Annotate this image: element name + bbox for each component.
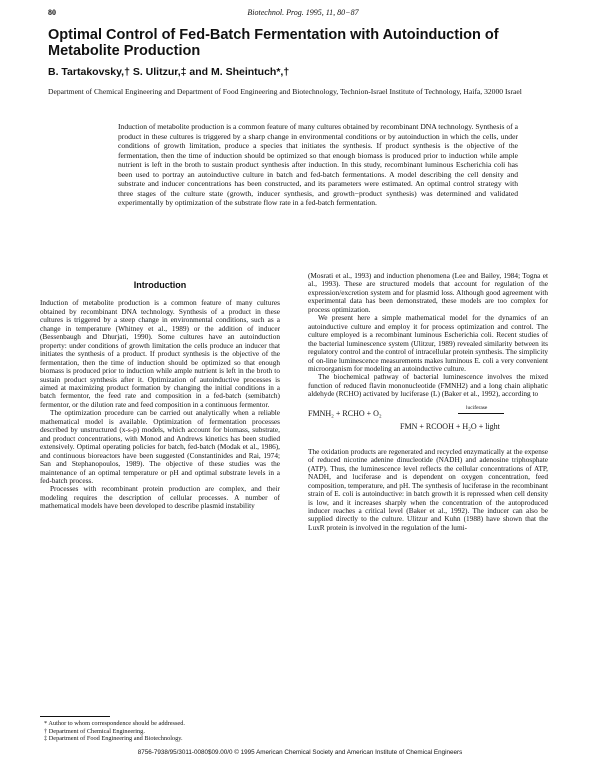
footnote: * Author to whom correspondence should be addressed. [44,720,185,727]
equation-products: FMN + RCOOH + H₂O + light [400,421,500,431]
body-paragraph: (Mosrati et al., 1993) and induction phenomena (Lee and Bailey, 1984; Togna et al., 1993). These are structured models that account for regulation of the expression/excretion system and for plasmid loss. Although good agreement with experimental data has been demonstrated, these models are too complex for process optimization. [308,271,548,314]
left-column [40,275,280,511]
copyright-line: 8756-7938/95/3011-0080$09.00/0 © 1995 American Chemical Society and American Institute of Chemical Engineers [137,749,463,756]
running-head [48,8,558,20]
body-paragraph: The optimization procedure can be carried out analytically when a reliable mathematical model is available. Optimization of fermentation processes described by unstructured (x-s-p) models, which account for biomass, substrate, and product concentrations, with Monod and Andrews kinetics has been studied extensively. Optimal operating policies for batch, fed-batch (Modak et al., 1986), and continuous bioreactors have been suggested (Constantinides and Rai, 1974; San and Stephanopoulos, 1989). The objective of these studies was the maintenance of an optimal temperature or pH and optimal substrate levels in a fed-batch process. [40,408,280,485]
article-title: Optimal Control of Fed-Batch Fermentation with Autoinduction of Metabolite Production [48,27,499,59]
equation-reactants: FMNH₂ + RCHO + O₂ [308,408,382,418]
journal-reference: Biotechnol. Prog. 1995, 11, 80−87 [247,8,359,17]
footnote: † Department of Chemical Engineering. [44,727,145,735]
luminescence-equation [308,404,548,440]
right-column [308,272,548,532]
body-paragraph: Induction of metabolite production is a common feature of many cultures obtained by recombinant DNA technology. Synthesis of a product in these cultures is triggered by a steep change in environmental conditions, such as a change in temperature (Whitney et al., 1989) or the addition of inducer (Bessenbaugh and Dhurjati, 1990). Some cultures have an autoinduction property: under conditions of growth limitation the cells produce an inducer that initiates the synthesis of a product. If product synthesis is the objective of the fermentation, then the time of induction should be optimized so that enough biomass is produced prior to induction while ample nutrient is left in the broth to sustain product synthesis after it. Optimization of autoinductive processes is aimed at maximizing product formation by changing the initial conditions in a batch fermentor, the feed rate and composition in a fed-batch (semibatch) fermentor, or the dilution rate and feed composition in a continuous fermentor. [40,298,280,409]
body-paragraph: Processes with recombinant protein production are complex, and their modeling requires the description of cellular processes. A number of mathematical models have been developed to describe plasmid instability [40,484,280,511]
body-paragraph: The oxidation products are regenerated and recycled enzymatically at the expense of reduced nicotine adenine dinucleotide (NADH) and adenosine triphosphate (ATP). Thus, the luminescence level reflects the cellular concentrations of ATP, NADH, and luciferase and is dependent on oxygen concentration, feed composition, temperature, and pH. The synthesis of luciferase in the recombinant strain of E. coli is autoinductive: in batch growth it is repressed when cell density is low, and it increases sharply when the concentration of the autoproduced inducer reaches a critical level (Baker et al., 1992). The inducer can also be supplied directly to the culture. Ulitzur and Kuhn (1988) have shown that the LuxR protein is involved in the regulation of the lumi- [308,446,548,532]
page-number: 80 [48,8,56,17]
authors: B. Tartakovsky,† S. Ulitzur,‡ and M. Sheintuch*,† [48,66,290,78]
body-paragraph: We present here a simple mathematical model for the dynamics of an autoinductive culture and employ it for process optimization and control. The culture employed is a recombinant luminous Escherichia coli. Recent studies of the bacterial luminescence system (Ulitzur, 1989) revealed similarity between its regulatory control and the control of intracellular protein synthesis. The simplicity of on-line luminescence measurements makes luminous E. coli a very convenient microorganism for modeling an autoinductive culture. [308,313,548,373]
footnote: ‡ Department of Food Engineering and Biotechnology. [44,735,183,743]
footnote-rule [40,716,110,717]
footnotes [40,716,280,743]
body-paragraph: The biochemical pathway of bacterial luminescence involves the mixed function of reduced flavin mononucleotide (FMNH2) and a long chain aliphatic aldehyde (RCHO) activated by luciferase (L) (Baker et al., 1992), according to [308,372,548,399]
introduction-heading: Introduction [133,280,187,290]
reaction-arrow [458,413,504,414]
affiliation: Department of Chemical Engineering and Department of Food Engineering and Biotechnology, Technion-Israel Institute of Technology, Haifa, 32000 Israel [48,87,522,96]
abstract: Induction of metabolite production is a common feature of many cultures obtained by recombinant DNA technology. Synthesis of a product in these cultures is triggered by a sharp change in environmental conditions or by autoinduction in which the cells, under conditions of growth limitation, produce a species that initiates the synthesis. If product synthesis is the objective of the fermentation, then the time of induction should be optimized so that enough biomass is produced prior to induction while ample nutrient is left in the broth to sustain product synthesis after induction. In this study, recombinant luminous Escherichia coli has been used to portray an autoinductive culture in batch and fed-batch fermentations. A model describing the cell density and substrate and inducer concentrations has been constructed, and its parameters were estimated. An optimal control strategy with three stages of the culture state (growth, inducer synthesis, and growth−product synthesis) was determined and validated experimentally by optimization of the substrate flow rate in a fed-batch fermentation. [118,122,518,208]
equation-catalyst: luciferase [466,404,488,411]
